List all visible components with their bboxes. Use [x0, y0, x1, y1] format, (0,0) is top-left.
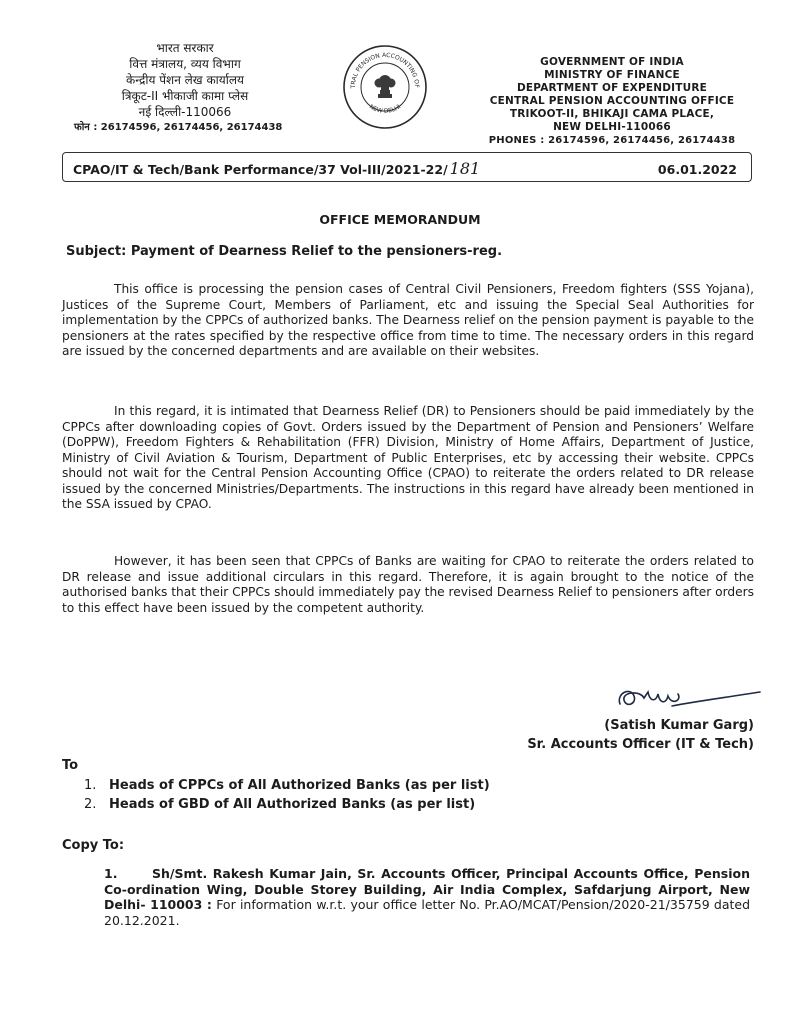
english-line: CENTRAL PENSION ACCOUNTING OFFICE: [489, 95, 735, 107]
memo-paragraph: [62, 404, 754, 513]
paragraph-text: However, it has been seen that CPPCs of Banks are waiting for CPAO to reiterate the orders related to DR release and issue additional circulars in this regard. Therefore, it is again brought to the notice of the authorised banks that their CPPCs should immediately pay the revised Dearness Relief to pensioners after orders to this effect have been issued by the competent authority.: [62, 554, 754, 615]
recipient-text: Heads of GBD of All Authorized Banks (as per list): [109, 797, 476, 812]
hindi-line: नई दिल्ली-110066: [138, 105, 232, 119]
letterhead-hindi: [60, 40, 310, 136]
signature-icon: [612, 676, 762, 716]
svg-text:NEW DELHI: NEW DELHI: [367, 103, 403, 115]
english-line: NEW DELHI-110066: [553, 121, 671, 133]
svg-text:CENTRAL PENSION ACCOUNTING OFF: TRAL PENSION ACCOUNTING OF: [349, 51, 421, 89]
english-line: TRIKOOT-II, BHIKAJI CAMA PLACE,: [509, 108, 715, 120]
paragraph-text: In this regard, it is intimated that Dearness Relief (DR) to Pensioners should be paid immediately by the CPPCs after downloading copies of Govt. Orders issued by the Department of Pension and Pensioners’ Welfare (DoPPW), Freedom Fighters & Rehabilitation (FFR) Division, Ministry of Home Affairs, Department of Justice, Ministry of Civil Aviation & Tourism, Department of Public Enterprises, etc by accessing their website. CPPCs should not wait for the Central Pension Accounting Office (CPAO) to reiterate the orders related to DR release issued by the concerned Ministries/Departments. The instructions in this regard have already been mentioned in the SSA issued by CPAO.: [62, 404, 754, 511]
copy-recipient: Sh/Smt. Rakesh Kumar Jain, Sr. Accounts Officer, Principal Accounts Office, Pension Co-ordination Wing, Double Storey Building, Air India Complex, Safdarjung Airport, New Delhi- 110003 :: [104, 866, 750, 912]
list-item: [84, 795, 490, 814]
to-label: To: [62, 758, 79, 773]
list-number: 1.: [104, 866, 118, 881]
reference-number: [73, 159, 480, 178]
handwritten-serial: 181: [449, 159, 481, 178]
signatory-name: (Satish Kumar Garg): [604, 718, 754, 733]
list-number: 2.: [84, 797, 97, 812]
letterhead-english: [462, 56, 762, 147]
memo-paragraph: [62, 282, 754, 360]
list-number: 1.: [84, 778, 97, 793]
hindi-line: केन्द्रीय पेंशन लेख कार्यालय: [126, 73, 244, 87]
signatory-block: [527, 716, 754, 754]
english-line: MINISTRY OF FINANCE: [544, 69, 680, 81]
office-seal-icon: [342, 44, 428, 130]
copy-to-item: [104, 866, 750, 928]
recipient-text: Heads of CPPCs of All Authorized Banks (as per list): [109, 778, 490, 793]
copy-note: For information w.r.t. your office letter No. Pr.AO/MCAT/Pension/2020-21/35759 dated 20.12.2021.: [104, 897, 751, 928]
copy-to-label: Copy To:: [62, 838, 125, 853]
list-item: [84, 776, 490, 795]
hindi-line: त्रिकूट-II भीकाजी कामा प्लेस: [121, 89, 249, 103]
signatory-designation: Sr. Accounts Officer (IT & Tech): [527, 737, 754, 752]
hindi-line: वित्त मंत्रालय, व्यय विभाग: [129, 57, 241, 71]
memo-paragraph: [62, 554, 754, 616]
memo-title: OFFICE MEMORANDUM: [319, 212, 481, 227]
english-line: DEPARTMENT OF EXPENDITURE: [517, 82, 707, 94]
english-phone: PHONES : 26174596, 26174456, 26174438: [488, 135, 736, 146]
memo-subject: Subject: Payment of Dearness Relief to the pensioners-reg.: [66, 244, 503, 259]
memo-date: 06.01.2022: [657, 162, 737, 177]
reference-text: CPAO/IT & Tech/Bank Performance/37 Vol-III/2021-22/: [73, 162, 448, 177]
english-line: GOVERNMENT OF INDIA: [540, 56, 684, 68]
paragraph-text: This office is processing the pension cases of Central Civil Pensioners, Freedom fighters (SSS Yojana), Justices of the Supreme Court, Members of Parliament, etc and issuing the Special Seal Authorities for implementation by the CPPCs of authorized banks. The Dearness relief on the pension payment is payable to the pensioners at the rates specified by the respective office from time to time. The necessary orders in this regard are issued by the concerned departments and are available on their websites.: [62, 282, 754, 358]
reference-box: [62, 152, 752, 182]
recipient-list: [84, 776, 490, 814]
hindi-line: भारत सरकार: [156, 41, 214, 55]
hindi-phone: फोन : 26174596, 26174456, 26174438: [74, 122, 283, 133]
